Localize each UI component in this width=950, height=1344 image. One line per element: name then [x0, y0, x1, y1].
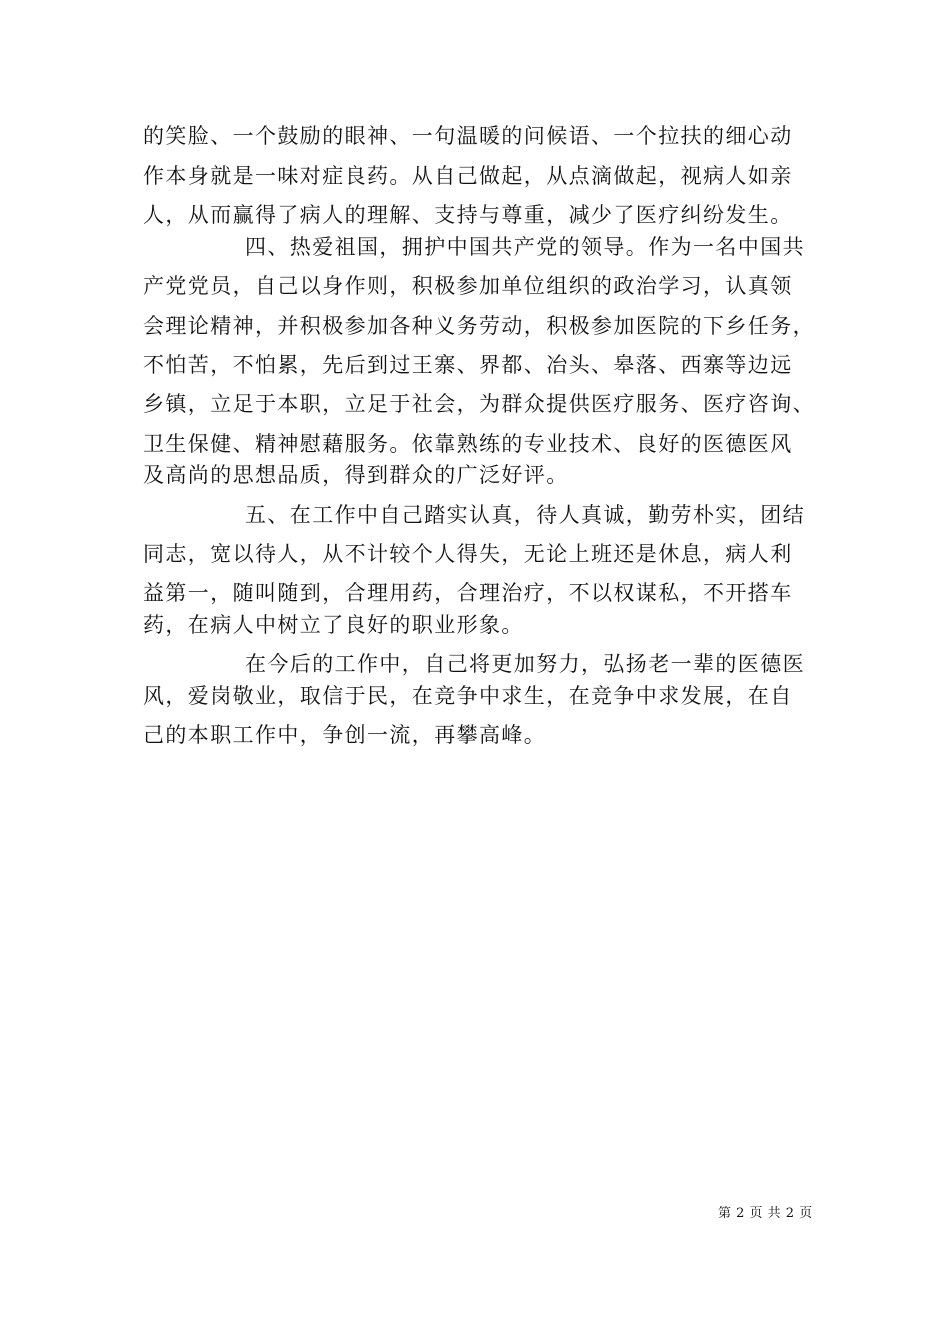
text-line: 人，从而赢得了病人的理解、支持与尊重，减少了医疗纠纷发生。 [143, 203, 793, 227]
text-line: 的笑脸、一个鼓励的眼神、一句温暖的问候语、一个拉扶的细心动 [143, 124, 793, 148]
text-line: 风，爱岗敬业，取信于民，在竞争中求生，在竞争中求发展，在自 [143, 684, 793, 708]
text-line: 卫生保健、精神慰藉服务。依靠熟练的专业技术、良好的医德医风 [143, 432, 793, 456]
text-line: 五、在工作中自己踏实认真，待人真诚，勤劳朴实，团结 [245, 503, 805, 527]
text-line: 不怕苦，不怕累，先后到过王寨、界都、冶头、皋落、西寨等边远 [143, 353, 793, 377]
text-line: 产党党员，自己以身作则，积极参加单位组织的政治学习，认真领 [143, 274, 793, 298]
page-number: 第 2 页 共 2 页 [718, 1206, 813, 1221]
text-line: 同志，宽以待人，从不计较个人得失，无论上班还是休息，病人利 [143, 542, 793, 566]
text-line: 及高尚的思想品质，得到群众的广泛好评。 [143, 463, 569, 487]
text-line: 作本身就是一味对症良药。从自己做起，从点滴做起，视病人如亲 [143, 164, 793, 188]
text-line: 会理论精神，并积极参加各种义务劳动，积极参加医院的下乡任务， [143, 314, 815, 338]
text-line: 四、热爱祖国，拥护中国共产党的领导。作为一名中国共 [245, 235, 805, 259]
text-line: 在今后的工作中，自己将更加努力，弘扬老一辈的医德医 [245, 652, 805, 676]
text-line: 药，在病人中树立了良好的职业形象。 [143, 613, 524, 637]
text-line: 乡镇，立足于本职，立足于社会，为群众提供医疗服务、医疗咨询、 [143, 392, 815, 416]
text-line: 己的本职工作中，争创一流，再攀高峰。 [143, 723, 547, 747]
text-line: 益第一，随叫随到，合理用药，合理治疗，不以权谋私，不开搭车 [143, 581, 793, 605]
